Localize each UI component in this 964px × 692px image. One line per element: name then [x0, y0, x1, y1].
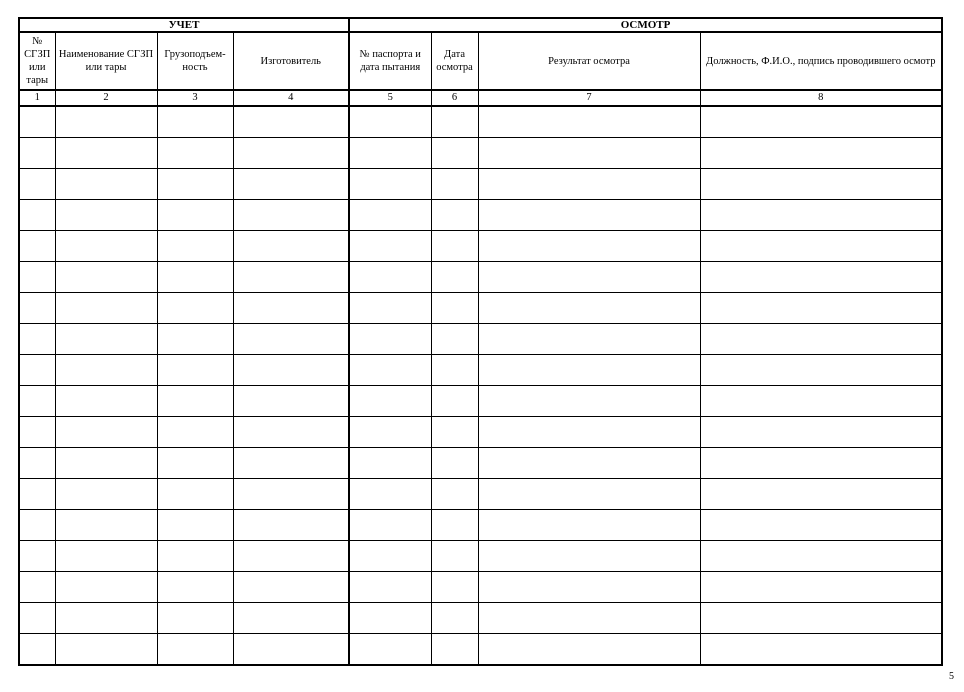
table-cell[interactable] [19, 355, 55, 386]
table-cell[interactable] [431, 324, 478, 355]
table-cell[interactable] [55, 572, 157, 603]
table-cell[interactable] [478, 417, 700, 448]
table-cell[interactable] [349, 541, 431, 572]
table-cell[interactable] [478, 262, 700, 293]
table-cell[interactable] [19, 572, 55, 603]
table-cell[interactable] [349, 200, 431, 231]
table-cell[interactable] [55, 603, 157, 634]
table-cell[interactable] [157, 603, 233, 634]
table-cell[interactable] [55, 169, 157, 200]
column-header-capacity: Грузоподъем-ность [157, 32, 233, 90]
table-cell[interactable] [157, 479, 233, 510]
table-cell[interactable] [233, 479, 349, 510]
table-cell[interactable] [233, 510, 349, 541]
table-cell[interactable] [19, 448, 55, 479]
table-cell[interactable] [55, 106, 157, 138]
column-number: 6 [431, 90, 478, 106]
table-cell[interactable] [431, 572, 478, 603]
column-number-row [19, 90, 942, 106]
table-cell[interactable] [55, 510, 157, 541]
table-row [19, 262, 942, 293]
table-row [19, 417, 942, 448]
table-cell[interactable] [19, 479, 55, 510]
table-row [19, 386, 942, 417]
column-number: 5 [349, 90, 431, 106]
table-cell[interactable] [478, 138, 700, 169]
table-cell[interactable] [349, 262, 431, 293]
table-cell[interactable] [431, 386, 478, 417]
table-cell[interactable] [157, 541, 233, 572]
table-cell[interactable] [478, 293, 700, 324]
table-cell[interactable] [700, 603, 942, 634]
table-cell[interactable] [55, 448, 157, 479]
column-header-inspector: Должность, Ф.И.О., подпись проводившего осмотр [700, 32, 942, 90]
table-cell[interactable] [349, 169, 431, 200]
registration-section-title: УЧЕТ [19, 18, 349, 32]
table-row [19, 169, 942, 200]
table-cell[interactable] [19, 386, 55, 417]
table-cell[interactable] [55, 138, 157, 169]
table-cell[interactable] [19, 138, 55, 169]
inspection-section-title: ОСМОТР [349, 18, 942, 32]
table-cell[interactable] [478, 603, 700, 634]
page-number: 5 [949, 671, 954, 682]
table-cell[interactable] [478, 479, 700, 510]
table-cell[interactable] [431, 262, 478, 293]
table-cell[interactable] [700, 386, 942, 417]
column-header-item-no: № СГЗП или тары [19, 32, 55, 90]
column-number: 7 [478, 90, 700, 106]
table-cell[interactable] [349, 324, 431, 355]
table-cell[interactable] [233, 541, 349, 572]
table-cell[interactable] [700, 200, 942, 231]
table-cell[interactable] [233, 634, 349, 666]
table-cell[interactable] [349, 293, 431, 324]
table-cell[interactable] [157, 200, 233, 231]
table-cell[interactable] [700, 479, 942, 510]
table-cell[interactable] [700, 106, 942, 138]
table-cell[interactable] [431, 200, 478, 231]
table-cell[interactable] [55, 324, 157, 355]
table-cell[interactable] [700, 138, 942, 169]
table-cell[interactable] [478, 231, 700, 262]
table-cell[interactable] [157, 448, 233, 479]
table-cell[interactable] [233, 262, 349, 293]
table-cell[interactable] [700, 448, 942, 479]
table-cell[interactable] [700, 324, 942, 355]
table-cell[interactable] [55, 231, 157, 262]
column-number: 8 [700, 90, 942, 106]
table-cell[interactable] [233, 106, 349, 138]
table-cell[interactable] [431, 138, 478, 169]
column-header-manufacturer: Изготовитель [233, 32, 349, 90]
table-cell[interactable] [157, 510, 233, 541]
table-cell[interactable] [478, 448, 700, 479]
table-cell[interactable] [233, 448, 349, 479]
table-cell[interactable] [233, 293, 349, 324]
table-cell[interactable] [700, 572, 942, 603]
table-cell[interactable] [700, 541, 942, 572]
table-cell[interactable] [157, 138, 233, 169]
table-cell[interactable] [19, 231, 55, 262]
table-cell[interactable] [431, 603, 478, 634]
table-cell[interactable] [431, 479, 478, 510]
table-cell[interactable] [233, 169, 349, 200]
table-cell[interactable] [431, 293, 478, 324]
table-cell[interactable] [478, 541, 700, 572]
table-cell[interactable] [349, 510, 431, 541]
table-cell[interactable] [478, 572, 700, 603]
table-cell[interactable] [55, 541, 157, 572]
table-cell[interactable] [157, 169, 233, 200]
table-cell[interactable] [349, 138, 431, 169]
inspection-log-table [18, 17, 943, 666]
table-cell[interactable] [700, 293, 942, 324]
table-cell[interactable] [349, 355, 431, 386]
table-cell[interactable] [157, 417, 233, 448]
table-cell[interactable] [19, 324, 55, 355]
table-row [19, 138, 942, 169]
column-header-row [19, 32, 942, 90]
table-cell[interactable] [431, 448, 478, 479]
table-cell[interactable] [19, 106, 55, 138]
table-cell[interactable] [478, 106, 700, 138]
table-cell[interactable] [19, 293, 55, 324]
table-cell[interactable] [55, 262, 157, 293]
table-row [19, 541, 942, 572]
table-cell[interactable] [19, 603, 55, 634]
table-cell[interactable] [700, 417, 942, 448]
table-cell[interactable] [233, 324, 349, 355]
table-row [19, 603, 942, 634]
table-cell[interactable] [349, 634, 431, 666]
table-cell[interactable] [233, 231, 349, 262]
column-header-name: Наименование СГЗП или тары [55, 32, 157, 90]
column-number: 1 [19, 90, 55, 106]
table-cell[interactable] [700, 262, 942, 293]
table-cell[interactable] [478, 386, 700, 417]
table-cell[interactable] [233, 200, 349, 231]
table-cell[interactable] [700, 634, 942, 666]
table-cell[interactable] [55, 200, 157, 231]
table-cell[interactable] [478, 200, 700, 231]
table-cell[interactable] [700, 169, 942, 200]
table-cell[interactable] [55, 479, 157, 510]
table-cell[interactable] [157, 572, 233, 603]
table-cell[interactable] [478, 169, 700, 200]
column-number: 2 [55, 90, 157, 106]
table-cell[interactable] [157, 231, 233, 262]
table-cell[interactable] [19, 417, 55, 448]
table-cell[interactable] [157, 324, 233, 355]
table-cell[interactable] [700, 231, 942, 262]
table-cell[interactable] [233, 138, 349, 169]
table-cell[interactable] [55, 417, 157, 448]
table-cell[interactable] [55, 386, 157, 417]
table-cell[interactable] [233, 386, 349, 417]
table-cell[interactable] [349, 448, 431, 479]
table-cell[interactable] [349, 603, 431, 634]
table-cell[interactable] [349, 106, 431, 138]
table-cell[interactable] [431, 417, 478, 448]
table-cell[interactable] [431, 634, 478, 666]
table-cell[interactable] [431, 510, 478, 541]
table-cell[interactable] [157, 634, 233, 666]
table-cell[interactable] [349, 479, 431, 510]
table-cell[interactable] [19, 634, 55, 666]
table-row [19, 479, 942, 510]
table-cell[interactable] [349, 231, 431, 262]
table-cell[interactable] [700, 510, 942, 541]
table-cell[interactable] [55, 634, 157, 666]
table-cell[interactable] [233, 417, 349, 448]
table-cell[interactable] [349, 386, 431, 417]
table-cell[interactable] [233, 572, 349, 603]
table-cell[interactable] [431, 541, 478, 572]
table-row [19, 448, 942, 479]
table-cell[interactable] [19, 541, 55, 572]
table-cell[interactable] [19, 200, 55, 231]
table-cell[interactable] [349, 572, 431, 603]
table-cell[interactable] [19, 262, 55, 293]
table-cell[interactable] [431, 106, 478, 138]
table-cell[interactable] [19, 510, 55, 541]
log-body [19, 106, 942, 665]
table-cell[interactable] [431, 355, 478, 386]
table-cell[interactable] [478, 355, 700, 386]
table-cell[interactable] [349, 417, 431, 448]
table-row [19, 200, 942, 231]
table-cell[interactable] [700, 355, 942, 386]
table-cell[interactable] [478, 510, 700, 541]
column-number: 4 [233, 90, 349, 106]
table-row [19, 106, 942, 138]
table-cell[interactable] [478, 324, 700, 355]
table-cell[interactable] [157, 293, 233, 324]
section-header-row [19, 18, 942, 32]
table-row [19, 634, 942, 666]
table-cell[interactable] [157, 262, 233, 293]
table-row [19, 324, 942, 355]
table-cell[interactable] [431, 169, 478, 200]
table-cell[interactable] [55, 355, 157, 386]
table-cell[interactable] [233, 603, 349, 634]
table-cell[interactable] [478, 634, 700, 666]
table-cell[interactable] [431, 231, 478, 262]
table-cell[interactable] [157, 106, 233, 138]
table-row [19, 355, 942, 386]
table-row [19, 231, 942, 262]
table-row [19, 572, 942, 603]
column-header-inspection-date: Дата осмотра [431, 32, 478, 90]
table-cell[interactable] [157, 355, 233, 386]
table-cell[interactable] [19, 169, 55, 200]
column-header-inspection-result: Результат осмотра [478, 32, 700, 90]
column-header-passport: № паспорта и дата пытания [349, 32, 431, 90]
table-cell[interactable] [233, 355, 349, 386]
column-number: 3 [157, 90, 233, 106]
table-cell[interactable] [157, 386, 233, 417]
table-row [19, 293, 942, 324]
table-cell[interactable] [55, 293, 157, 324]
table-row [19, 510, 942, 541]
